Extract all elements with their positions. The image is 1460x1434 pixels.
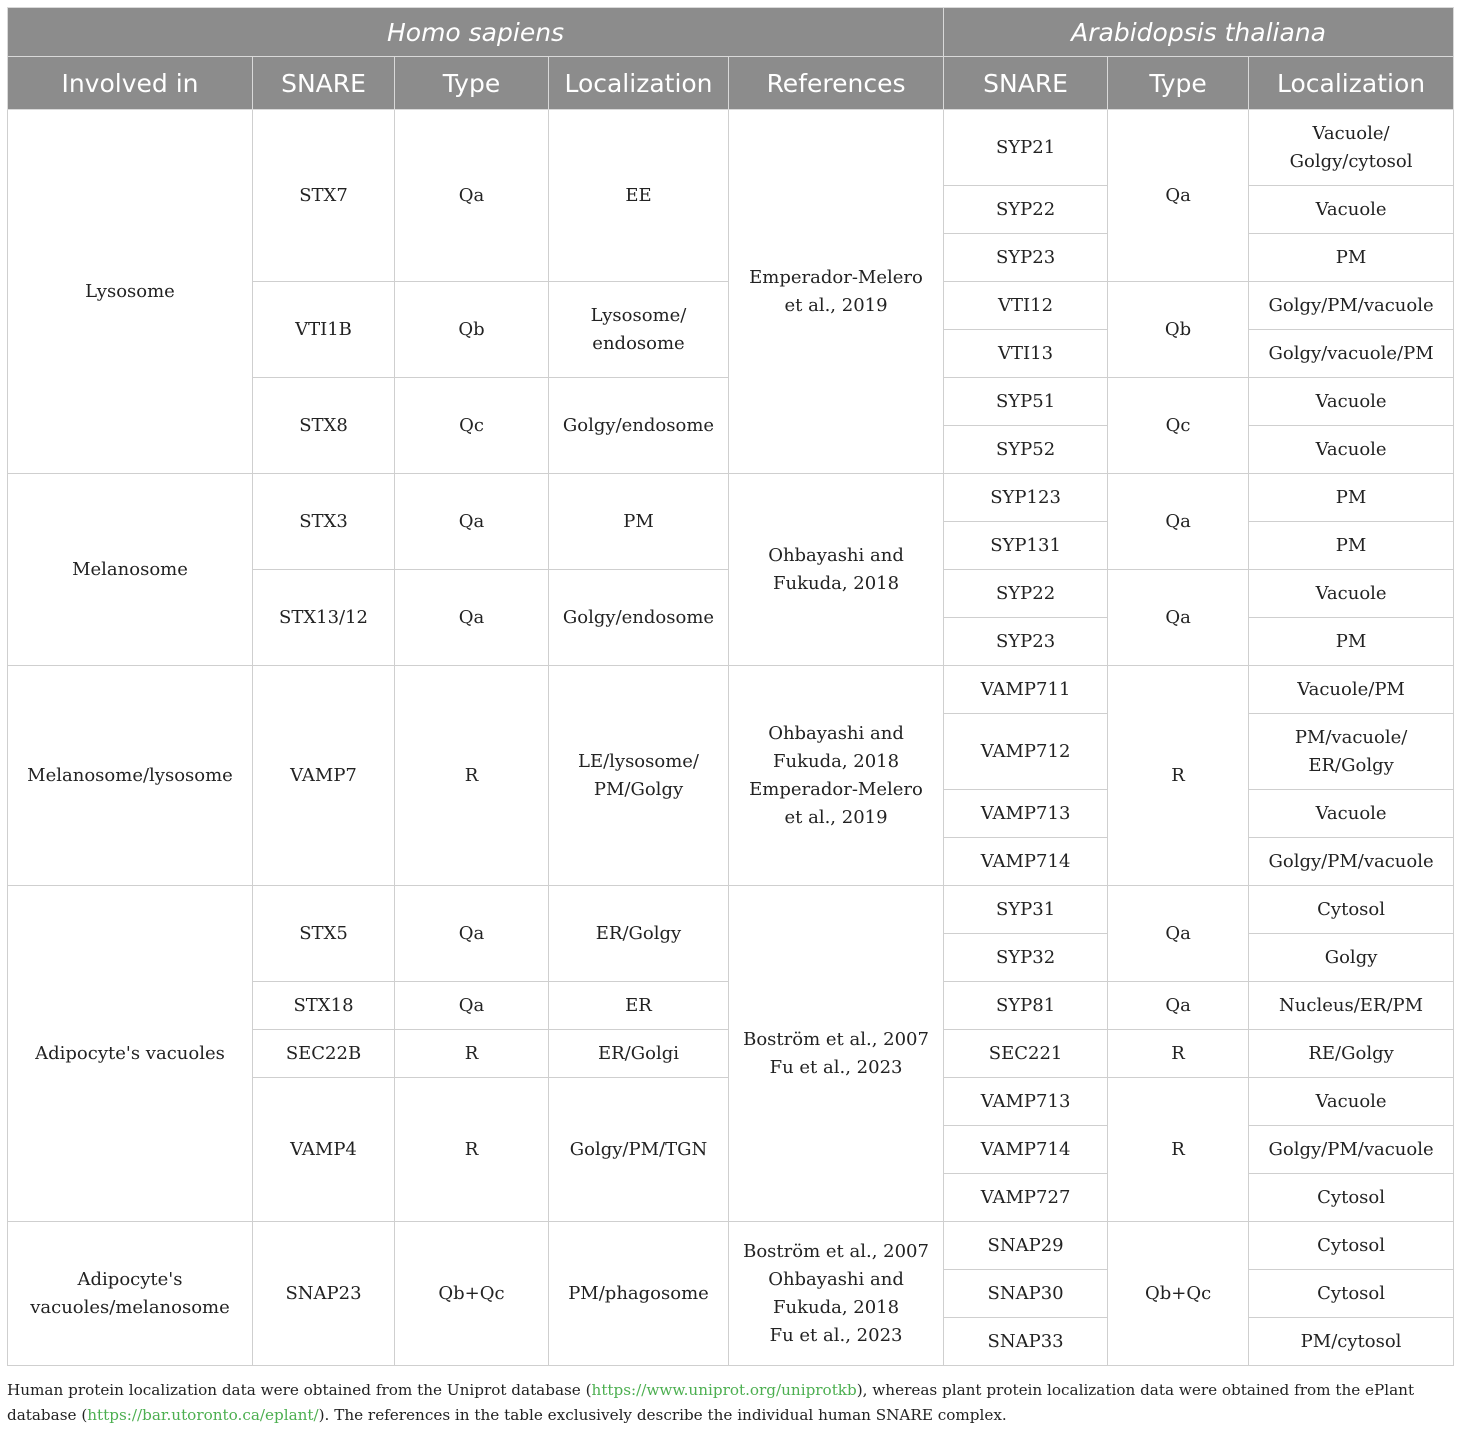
human-snare-cell: VAMP7 bbox=[253, 666, 395, 886]
plant-type-cell: R bbox=[1108, 1030, 1249, 1078]
human-type-cell: Qa bbox=[395, 110, 549, 282]
table-row bbox=[8, 110, 1454, 186]
plant-localization-cell: Cytosol bbox=[1249, 886, 1454, 934]
plant-snare-cell: SYP32 bbox=[944, 934, 1108, 982]
human-localization-cell: Golgy/endosome bbox=[549, 378, 729, 474]
plant-localization-cell: PM/cytosol bbox=[1249, 1318, 1454, 1366]
involved-cell: Adipocyte's vacuoles bbox=[8, 886, 253, 1222]
plant-type-cell: Qa bbox=[1108, 570, 1249, 666]
plant-localization-cell: PM bbox=[1249, 618, 1454, 666]
human-type-cell: R bbox=[395, 1078, 549, 1222]
plant-snare-cell: VTI12 bbox=[944, 282, 1108, 330]
plant-localization-cell: Nucleus/ER/PM bbox=[1249, 982, 1454, 1030]
plant-localization-cell: RE/Golgy bbox=[1249, 1030, 1454, 1078]
human-snare-cell: VAMP4 bbox=[253, 1078, 395, 1222]
human-snare-cell: STX13/12 bbox=[253, 570, 395, 666]
plant-snare-cell: SYP31 bbox=[944, 886, 1108, 934]
plant-localization-cell: Cytosol bbox=[1249, 1270, 1454, 1318]
column-header-references: References bbox=[729, 57, 944, 110]
human-type-cell: Qb bbox=[395, 282, 549, 378]
plant-localization-cell: Cytosol bbox=[1249, 1222, 1454, 1270]
involved-cell: Adipocyte's vacuoles/melanosome bbox=[8, 1222, 253, 1366]
plant-localization-cell: Vacuole/PM bbox=[1249, 666, 1454, 714]
plant-localization-cell: Vacuole bbox=[1249, 790, 1454, 838]
human-type-cell: R bbox=[395, 666, 549, 886]
involved-cell: Lysosome bbox=[8, 110, 253, 474]
reference-cell: Boström et al., 2007 Fu et al., 2023 bbox=[729, 886, 944, 1222]
plant-snare-cell: VAMP713 bbox=[944, 1078, 1108, 1126]
species-header-plant: Arabidopsis thaliana bbox=[944, 8, 1454, 57]
human-type-cell: R bbox=[395, 1030, 549, 1078]
human-type-cell: Qa bbox=[395, 570, 549, 666]
plant-type-cell: Qa bbox=[1108, 886, 1249, 982]
column-header-involved-in: Involved in bbox=[8, 57, 253, 110]
column-header-human-snare: SNARE bbox=[253, 57, 395, 110]
human-type-cell: Qb+Qc bbox=[395, 1222, 549, 1366]
plant-type-cell: R bbox=[1108, 666, 1249, 886]
human-type-cell: Qa bbox=[395, 982, 549, 1030]
plant-snare-cell: SYP52 bbox=[944, 426, 1108, 474]
plant-localization-cell: PM/vacuole/ ER/Golgy bbox=[1249, 714, 1454, 790]
plant-localization-cell: Vacuole bbox=[1249, 570, 1454, 618]
plant-localization-cell: Vacuole bbox=[1249, 186, 1454, 234]
plant-localization-cell: Vacuole/ Golgy/cytosol bbox=[1249, 110, 1454, 186]
plant-snare-cell: SNAP29 bbox=[944, 1222, 1108, 1270]
human-snare-cell: STX18 bbox=[253, 982, 395, 1030]
plant-localization-cell: Vacuole bbox=[1249, 378, 1454, 426]
human-localization-cell: ER/Golgy bbox=[549, 886, 729, 982]
plant-localization-cell: Vacuole bbox=[1249, 1078, 1454, 1126]
human-localization-cell: ER/Golgi bbox=[549, 1030, 729, 1078]
table-row bbox=[8, 474, 1454, 522]
plant-snare-cell: SEC221 bbox=[944, 1030, 1108, 1078]
plant-snare-cell: VAMP711 bbox=[944, 666, 1108, 714]
involved-cell: Melanosome/lysosome bbox=[8, 666, 253, 886]
uniprot-link[interactable]: https://www.uniprot.org/uniprotkb bbox=[591, 1381, 857, 1399]
reference-cell: Ohbayashi and Fukuda, 2018 bbox=[729, 474, 944, 666]
reference-cell: Boström et al., 2007 Ohbayashi and Fukuda, 2018 Fu et al., 2023 bbox=[729, 1222, 944, 1366]
plant-localization-cell: Golgy/PM/vacuole bbox=[1249, 838, 1454, 886]
human-localization-cell: LE/lysosome/ PM/Golgy bbox=[549, 666, 729, 886]
human-snare-cell: SNAP23 bbox=[253, 1222, 395, 1366]
plant-snare-cell: VAMP714 bbox=[944, 838, 1108, 886]
human-type-cell: Qc bbox=[395, 378, 549, 474]
human-snare-cell: STX7 bbox=[253, 110, 395, 282]
human-localization-cell: Lysosome/ endosome bbox=[549, 282, 729, 378]
column-header-plant-type: Type bbox=[1108, 57, 1249, 110]
table-footnote: Human protein localization data were obtained from the Uniprot database (https://www.uniprot.org/uniprotkb), whereas plant protein localization data were obtained from the ePlant database (https://bar.utoronto.ca/eplant/). The references in the table exclusively describe the individual human SNARE complex. bbox=[7, 1381, 1415, 1424]
plant-snare-cell: SYP123 bbox=[944, 474, 1108, 522]
human-localization-cell: Golgy/endosome bbox=[549, 570, 729, 666]
human-snare-cell: STX3 bbox=[253, 474, 395, 570]
plant-localization-cell: PM bbox=[1249, 234, 1454, 282]
plant-snare-cell: VAMP714 bbox=[944, 1126, 1108, 1174]
table-row bbox=[8, 666, 1454, 714]
plant-snare-cell: VAMP727 bbox=[944, 1174, 1108, 1222]
column-header-human-type: Type bbox=[395, 57, 549, 110]
plant-snare-cell: SYP22 bbox=[944, 186, 1108, 234]
plant-snare-cell: SYP81 bbox=[944, 982, 1108, 1030]
plant-localization-cell: PM bbox=[1249, 522, 1454, 570]
plant-type-cell: Qb bbox=[1108, 282, 1249, 378]
plant-localization-cell: Golgy/vacuole/PM bbox=[1249, 330, 1454, 378]
plant-localization-cell: Golgy/PM/vacuole bbox=[1249, 1126, 1454, 1174]
plant-snare-cell: SNAP33 bbox=[944, 1318, 1108, 1366]
human-snare-cell: STX8 bbox=[253, 378, 395, 474]
plant-snare-cell: SYP21 bbox=[944, 110, 1108, 186]
eplant-link[interactable]: https://bar.utoronto.ca/eplant/ bbox=[87, 1406, 319, 1424]
human-snare-cell: SEC22B bbox=[253, 1030, 395, 1078]
plant-type-cell: Qa bbox=[1108, 982, 1249, 1030]
human-localization-cell: ER bbox=[549, 982, 729, 1030]
human-localization-cell: EE bbox=[549, 110, 729, 282]
species-header-human: Homo sapiens bbox=[8, 8, 944, 57]
table-row bbox=[8, 886, 1454, 934]
plant-type-cell: Qb+Qc bbox=[1108, 1222, 1249, 1366]
plant-type-cell: R bbox=[1108, 1078, 1249, 1222]
plant-localization-cell: Vacuole bbox=[1249, 426, 1454, 474]
plant-localization-cell: PM bbox=[1249, 474, 1454, 522]
human-type-cell: Qa bbox=[395, 474, 549, 570]
reference-cell: Ohbayashi and Fukuda, 2018 Emperador-Melero et al., 2019 bbox=[729, 666, 944, 886]
plant-snare-cell: SNAP30 bbox=[944, 1270, 1108, 1318]
plant-snare-cell: SYP131 bbox=[944, 522, 1108, 570]
column-header-plant-snare: SNARE bbox=[944, 57, 1108, 110]
plant-localization-cell: Cytosol bbox=[1249, 1174, 1454, 1222]
reference-cell: Emperador-Melero et al., 2019 bbox=[729, 110, 944, 474]
plant-type-cell: Qc bbox=[1108, 378, 1249, 474]
plant-localization-cell: Golgy/PM/vacuole bbox=[1249, 282, 1454, 330]
human-localization-cell: PM/phagosome bbox=[549, 1222, 729, 1366]
plant-snare-cell: SYP51 bbox=[944, 378, 1108, 426]
human-type-cell: Qa bbox=[395, 886, 549, 982]
human-localization-cell: Golgy/PM/TGN bbox=[549, 1078, 729, 1222]
plant-type-cell: Qa bbox=[1108, 110, 1249, 282]
column-header-human-localization: Localization bbox=[549, 57, 729, 110]
plant-localization-cell: Golgy bbox=[1249, 934, 1454, 982]
plant-snare-cell: SYP23 bbox=[944, 234, 1108, 282]
plant-type-cell: Qa bbox=[1108, 474, 1249, 570]
plant-snare-cell: VTI13 bbox=[944, 330, 1108, 378]
human-snare-cell: VTI1B bbox=[253, 282, 395, 378]
human-snare-cell: STX5 bbox=[253, 886, 395, 982]
snare-table bbox=[7, 7, 1454, 1366]
plant-snare-cell: VAMP713 bbox=[944, 790, 1108, 838]
involved-cell: Melanosome bbox=[8, 474, 253, 666]
column-header-plant-localization: Localization bbox=[1249, 57, 1454, 110]
table-row bbox=[8, 1222, 1454, 1270]
plant-snare-cell: SYP23 bbox=[944, 618, 1108, 666]
plant-snare-cell: VAMP712 bbox=[944, 714, 1108, 790]
human-localization-cell: PM bbox=[549, 474, 729, 570]
plant-snare-cell: SYP22 bbox=[944, 570, 1108, 618]
